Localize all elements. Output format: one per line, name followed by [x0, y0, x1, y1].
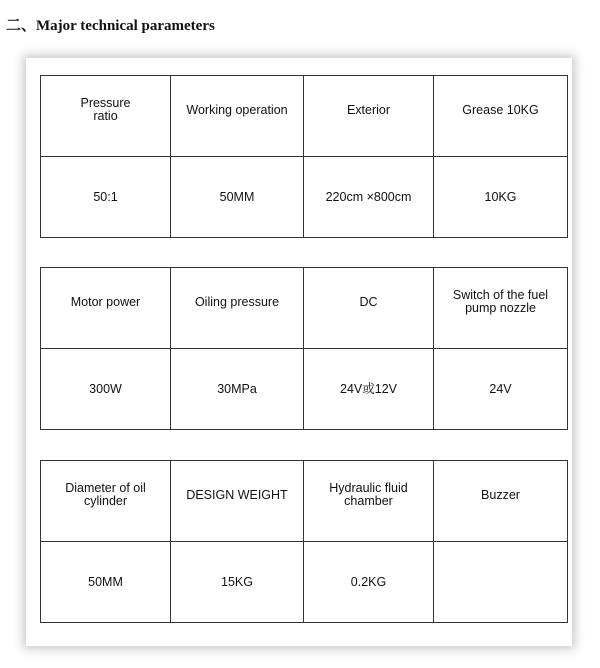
label-buzzer: Buzzer: [481, 487, 520, 502]
label-cell: [304, 268, 434, 349]
value-motor-power: 300W: [41, 349, 171, 430]
label-cell: [171, 461, 304, 542]
label-cell: [171, 76, 304, 157]
label-cell: [434, 76, 568, 157]
label-oiling-pressure: Oiling pressure: [194, 294, 280, 309]
label-cell: [304, 461, 434, 542]
label-cell: [41, 268, 171, 349]
value-design-weight: 15KG: [171, 542, 304, 623]
table-row-labels: [41, 76, 568, 157]
table-row-values: [41, 157, 568, 238]
table-row-labels: [41, 268, 568, 349]
value-grease: 10KG: [434, 157, 568, 238]
label-exterior: Exterior: [346, 102, 391, 117]
value-oiling-pressure: 30MPa: [171, 349, 304, 430]
label-cell: [171, 268, 304, 349]
table-row-labels: [41, 461, 568, 542]
label-cell: [434, 268, 568, 349]
value-hydraulic-chamber: 0.2KG: [304, 542, 434, 623]
section-heading: 二、Major technical parameters: [6, 18, 215, 34]
parameters-table-3: [40, 460, 568, 623]
table-row-values: [41, 349, 568, 430]
value-dc: 24V或12V: [304, 349, 434, 430]
value-working-operation: 50MM: [171, 157, 304, 238]
label-grease: Grease 10KG: [462, 102, 539, 117]
label-cell: [434, 461, 568, 542]
label-dc: DC: [359, 294, 378, 309]
parameters-table-2: [40, 267, 568, 430]
table-row-values: [41, 542, 568, 623]
label-oil-cylinder-diameter: Diameter of oil cylinder: [65, 481, 146, 508]
label-fuel-pump-switch: Switch of the fuel pump nozzle: [452, 288, 549, 315]
label-motor-power: Motor power: [70, 294, 141, 309]
label-pressure-ratio: Pressure ratio: [80, 96, 131, 123]
value-pressure-ratio: 50:1: [41, 157, 171, 238]
parameters-table-1: [40, 75, 568, 238]
value-oil-cylinder-diameter: 50MM: [41, 542, 171, 623]
value-exterior: 220cm ×800cm: [304, 157, 434, 238]
label-cell: [304, 76, 434, 157]
value-buzzer: [434, 542, 568, 623]
label-cell: [41, 461, 171, 542]
label-working-operation: Working operation: [186, 102, 288, 117]
label-hydraulic-chamber: Hydraulic fluid chamber: [329, 481, 408, 508]
value-fuel-pump-switch: 24V: [434, 349, 568, 430]
label-design-weight: DESIGN WEIGHT: [186, 487, 288, 502]
label-cell: [41, 76, 171, 157]
